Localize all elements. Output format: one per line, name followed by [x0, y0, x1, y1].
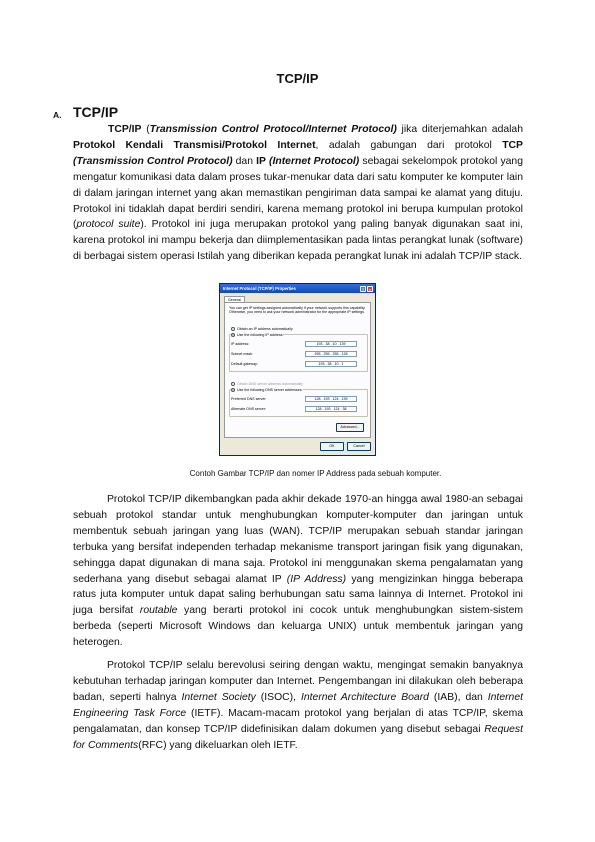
- section-title: TCP/IP: [73, 104, 119, 120]
- term-tcp-expansion: (Transmission Control Protocol): [73, 155, 233, 167]
- advanced-button: Advanced...: [336, 423, 364, 432]
- dialog-intro: You can get IP settings assigned automatically if your network supports this capability. Otherwise, you need to ask your network administrator for the appropriate IP settings.: [229, 306, 366, 315]
- dns1-field: 128 . 193 . 124 . 139: [305, 396, 357, 402]
- radio-use-ip-label: Use the following IP address:: [237, 333, 284, 337]
- text-span: dan: [232, 155, 257, 167]
- term-expansion: Transmission Control Protocol/Internet Protocol): [149, 124, 397, 135]
- text-span: yang mengizinkan hingga beberapa ratus juta komputer untuk dapat saling berhubungan satu sama lainnya di Internet. Protokol ini juga bersifat: [73, 573, 524, 617]
- term-ip-expansion: (Internet Protocol): [269, 155, 360, 167]
- text-span: yang berarti protokol ini cocok untuk menghubungkan sistem-sistem berbeda (seperti Microsoft Windows dan keluarga UNIX) untuk membentuk jaringan yang heterogen.: [73, 605, 524, 649]
- term-ietf: Internet Engineering Task Force: [73, 691, 524, 719]
- gateway-row: [231, 361, 361, 367]
- text-span: (: [141, 124, 150, 135]
- dns1-label: Preferred DNS server:: [231, 397, 267, 401]
- text-span: (RFC) yang dikeluarkan oleh IETF.: [138, 739, 298, 751]
- ip-address-row: [231, 341, 361, 347]
- radio-off-icon: [231, 382, 235, 386]
- ip-address-label: IP address:: [231, 342, 250, 346]
- term-routable: routable: [139, 605, 178, 617]
- dialog-panel: [224, 302, 371, 438]
- radio-auto-ip-label: Obtain an IP address automatically: [237, 327, 293, 331]
- tab-general: General: [224, 296, 245, 303]
- dns2-field: 128 . 193 . 124 . 38: [305, 406, 357, 412]
- cancel-button: Cancel: [347, 442, 371, 451]
- term-tcp: TCP: [502, 139, 523, 151]
- dialog-footer: [320, 442, 371, 451]
- subnet-mask-field: 255 . 255 . 255 . 128: [305, 351, 357, 357]
- subnet-mask-label: Subnet mask:: [231, 352, 253, 356]
- radio-off-icon: [231, 327, 235, 331]
- text-span: , adalah gabungan dari protokol: [315, 139, 503, 151]
- ok-button: OK: [320, 442, 344, 451]
- paragraph-3: [73, 658, 523, 753]
- term-tcpip: TCP/IP: [108, 124, 142, 135]
- gateway-field: 193 . 38 . 10 . 1: [305, 361, 357, 367]
- dialog-title: Internet Protocol (TCP/IP) Properties: [223, 286, 296, 291]
- subnet-mask-row: [231, 351, 361, 357]
- term-ip: IP: [256, 155, 266, 167]
- text-span: (IAB), dan: [428, 691, 488, 703]
- tcpip-properties-screenshot: [219, 283, 376, 456]
- text-span: jika diterjemahkan adalah: [396, 124, 523, 135]
- gateway-label: Default gateway:: [231, 362, 258, 366]
- radio-auto-dns: [231, 382, 303, 386]
- term-translation: Protokol Kendali Transmisi/Protokol Internet: [73, 139, 316, 151]
- text-span: (ISOC),: [255, 691, 301, 703]
- dns2-label: Alternate DNS server:: [231, 407, 266, 411]
- radio-on-icon: [231, 333, 235, 337]
- radio-on-icon: [231, 388, 235, 392]
- dns2-row: [231, 406, 361, 412]
- term-isoc: Internet Society: [181, 691, 256, 703]
- term-iab: Internet Architecture Board: [300, 691, 429, 703]
- term-rfc: Request for Comments: [73, 723, 523, 751]
- paragraph-1: [73, 122, 523, 265]
- dialog-titlebar: [220, 284, 375, 293]
- text-span: sebagai sekelompok protokol yang mengatur komunikasi data dalam proses tukar-menukar data dari satu komputer ke komputer lain di dalam jaringan internet yang akan memastikan pengiriman data sampai ke alamat yang dituju. Protokol ini tidaklah dapat berdiri sendiri, karena memang protokol ini berupa kumpulan protokol (: [73, 155, 523, 231]
- text-span: (IETF). Macam-macam protokol yang berjalan di atas TCP/IP, skema pengalamatan, dan konsep TCP/IP didefinisikan dalam dokumen yang disebut sebagai: [73, 707, 524, 735]
- help-icon: ?: [361, 286, 365, 292]
- text-span: ). Protokol ini juga merupakan protokol yang paling banyak digunakan saat ini, karena protokol ini mampu bekerja dan diimplementasikan pada lintas perangkat lunak (software) di berbagai sistem operasi Istilah yang diberikan kepada perangkat lunak ini adalah TCP/IP stack.: [73, 219, 523, 263]
- text-span: Protokol TCP/IP selalu berevolusi seiring dengan waktu, mengingat semakin banyaknya kebutuhan terhadap jaringan komputer dan Internet. Pengembangan ini dilakukan oleh beberapa badan, seperti halnya: [73, 660, 523, 703]
- close-icon: ×: [368, 286, 372, 292]
- page-title: TCP/IP: [276, 71, 319, 86]
- radio-auto-dns-label: Obtain DNS server address automatically: [237, 382, 303, 386]
- text-span: Protokol TCP/IP dikembangkan pada akhir dekade 1970-an hingga awal 1980-an sebagai sebuah protokol standar untuk menghubungkan komputer-komputer dan jaringan untuk membentuk sebuah jaringan yang luas (WAN). TCP/IP merupakan sebuah standar jaringan terbuka yang bersifat independen terhadap mekanisme transport jaringan fisik yang digunakan, sehingga dapat digunakan di mana saja. Protokol ini menggunakan skema pengalamatan yang sederhana yang disebut sebagai alamat IP: [73, 494, 523, 585]
- section-letter: A.: [53, 110, 62, 120]
- term-protocol-suite: protocol suite: [76, 219, 141, 231]
- radio-use-ip: [231, 333, 283, 337]
- term-ip-address: (IP Address): [286, 573, 347, 585]
- radio-auto-ip: [231, 327, 293, 331]
- ip-address-field: 193 . 38 . 10 . 139: [305, 341, 357, 347]
- radio-use-dns: [231, 388, 303, 392]
- radio-use-dns-label: Use the following DNS server addresses:: [237, 388, 303, 392]
- figure-caption: Contoh Gambar TCP/IP dan nomer IP Address pada sebuah komputer.: [189, 469, 442, 478]
- dns-group: [229, 389, 368, 417]
- dns1-row: [231, 396, 361, 402]
- paragraph-2: [73, 492, 523, 651]
